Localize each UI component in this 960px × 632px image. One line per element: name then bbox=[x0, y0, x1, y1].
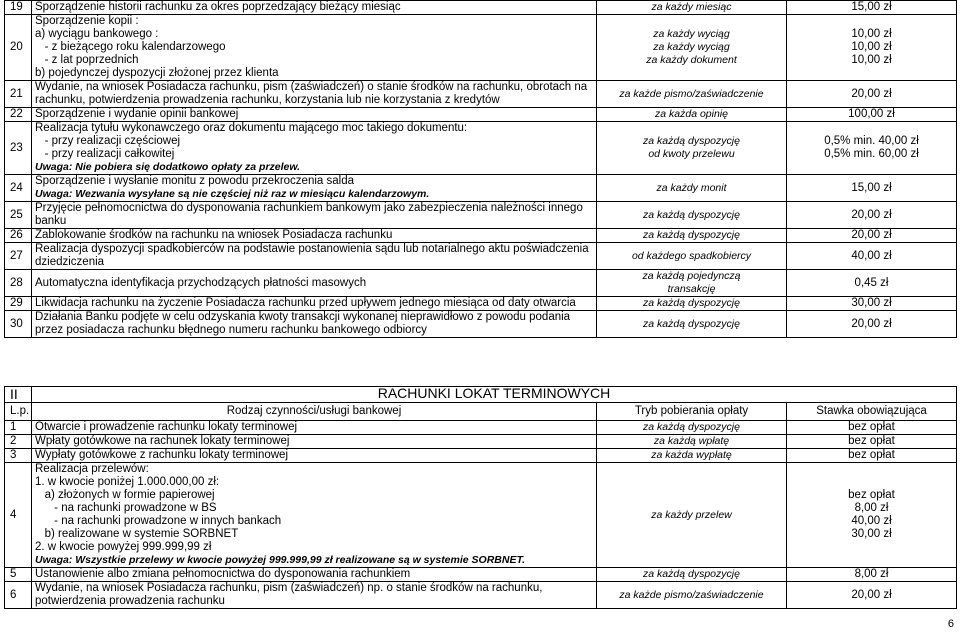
fee-amount-line: 40,00 zł bbox=[851, 249, 892, 262]
service-description bbox=[32, 582, 597, 609]
fee-mode bbox=[597, 449, 787, 463]
row-number: 21 bbox=[5, 81, 32, 108]
fee-mode bbox=[597, 1, 787, 15]
row-number: 23 bbox=[5, 122, 32, 175]
description-line: Przyjęcie pełnomocnictwa do dysponowania rachunkiem bankowym jako zabezpieczenia należności innego bbox=[35, 202, 583, 214]
row-number: 19 bbox=[5, 1, 32, 15]
description-line: Sporządzenie i wydanie opinii bankowej bbox=[35, 108, 239, 120]
note-text: Uwaga: Nie pobiera się dodatkowo opłaty za przelew. bbox=[35, 161, 301, 173]
fee-mode-line: za każdą dyspozycję bbox=[643, 208, 740, 221]
fee-amount-line: 30,00 zł bbox=[851, 297, 892, 309]
section-title bbox=[32, 387, 957, 403]
fee-mode-line: za każdy wyciąg bbox=[653, 28, 730, 40]
fee-mode-line: za każda opinię bbox=[655, 108, 728, 120]
fee-amount bbox=[787, 15, 957, 81]
fees-table-current-accounts bbox=[4, 0, 957, 338]
fee-amount bbox=[787, 568, 957, 582]
description-line: b) pojedynczej dyspozycji złożonej przez klienta bbox=[35, 67, 279, 79]
fee-mode-line: za każdą wpłatę bbox=[653, 435, 730, 447]
fee-amount-line: 10,00 zł bbox=[851, 28, 892, 40]
fee-mode-line: za każdy dokument bbox=[646, 54, 737, 66]
description-line: przez posiadacza rachunku błędnego numeru rachunku bankowego odbiorcy bbox=[35, 324, 427, 336]
fee-mode-line: transakcję bbox=[667, 283, 716, 295]
row-number: 29 bbox=[5, 297, 32, 311]
fee-amount bbox=[787, 202, 957, 229]
fee-amount-line: 10,00 zł bbox=[851, 41, 892, 53]
description-line: Realizacja przelewów: bbox=[35, 463, 149, 475]
fee-mode bbox=[597, 81, 787, 108]
table-row bbox=[5, 122, 957, 175]
service-description bbox=[32, 122, 597, 175]
section-title-text: RACHUNKI LOKAT TERMINOWYCH bbox=[377, 386, 611, 401]
description-line: Realizacja tytułu wykonawczego oraz dokumentu mającego moc takiego dokumentu: bbox=[35, 122, 468, 134]
row-number: 24 bbox=[5, 175, 32, 202]
service-description bbox=[32, 202, 597, 229]
fee-mode bbox=[597, 421, 787, 435]
fee-amount-line: 0,45 zł bbox=[854, 276, 889, 289]
fee-amount-line: 0,5% min. 40,00 zł bbox=[824, 135, 919, 147]
fee-amount bbox=[787, 270, 957, 297]
fee-mode bbox=[597, 435, 787, 449]
row-number: 4 bbox=[5, 463, 32, 568]
table-row bbox=[5, 81, 957, 108]
description-line: - na rachunki prowadzone w BS bbox=[35, 502, 217, 514]
description-line: Wydanie, na wniosek Posiadacza rachunku, pism (zaświadczeń) np. o stanie środków na rachunku, bbox=[35, 582, 543, 594]
fee-amount-line: 15,00 zł bbox=[851, 181, 892, 194]
service-description bbox=[32, 311, 597, 338]
description-line: - z bieżącego roku kalendarzowego bbox=[35, 41, 226, 53]
table-row bbox=[5, 449, 957, 463]
fee-amount-line: 8,00 zł bbox=[854, 502, 889, 514]
header-price: Stawka obowiązująca bbox=[787, 403, 957, 421]
table-row bbox=[5, 582, 957, 609]
description-line: a) złożonych w formie papierowej bbox=[35, 489, 215, 501]
row-number: 25 bbox=[5, 202, 32, 229]
service-description bbox=[32, 243, 597, 270]
fee-amount bbox=[787, 243, 957, 270]
fee-mode bbox=[597, 582, 787, 609]
service-description bbox=[32, 463, 597, 568]
fee-mode bbox=[597, 311, 787, 338]
fee-amount bbox=[787, 122, 957, 175]
service-description bbox=[32, 81, 597, 108]
service-description bbox=[32, 297, 597, 311]
fee-amount-line: bez opłat bbox=[848, 489, 895, 501]
fee-amount-line: 20,00 zł bbox=[851, 208, 892, 221]
description-line: Likwidacja rachunku na życzenie Posiadacza rachunku przed upływem jednego miesiąca od daty otwarcia bbox=[35, 297, 576, 309]
header-mode: Tryb pobierania opłaty bbox=[597, 403, 787, 421]
row-number: 1 bbox=[5, 421, 32, 435]
table-row bbox=[5, 175, 957, 202]
service-description bbox=[32, 270, 597, 297]
fee-mode bbox=[597, 229, 787, 243]
table-row bbox=[5, 311, 957, 338]
description-line: Wypłaty gotówkowe z rachunku lokaty terminowej bbox=[35, 449, 289, 461]
fee-amount bbox=[787, 297, 957, 311]
header-desc: Rodzaj czynności/usługi bankowej bbox=[32, 403, 597, 421]
fee-mode-line: za każdą dyspozycję bbox=[643, 135, 740, 147]
row-number: 2 bbox=[5, 435, 32, 449]
fee-mode bbox=[597, 243, 787, 270]
fee-amount bbox=[787, 449, 957, 463]
fee-mode bbox=[597, 108, 787, 122]
row-number: 3 bbox=[5, 449, 32, 463]
row-number: 28 bbox=[5, 270, 32, 297]
note-text: Uwaga: Wezwania wysyłane są nie częściej niż raz w miesiącu kalendarzowym. bbox=[35, 188, 430, 200]
fee-mode-line: za każde pismo/zaświadczenie bbox=[619, 588, 764, 601]
fee-mode-line: za każdą dyspozycję bbox=[643, 421, 740, 433]
fee-amount-line: 0,5% min. 60,00 zł bbox=[824, 148, 919, 160]
fee-mode bbox=[597, 270, 787, 297]
description-line: Otwarcie i prowadzenie rachunku lokaty terminowej bbox=[35, 421, 298, 433]
fee-mode-line: za każdy miesiąc bbox=[651, 1, 732, 13]
fee-mode bbox=[597, 463, 787, 568]
fee-amount-line: 20,00 zł bbox=[851, 87, 892, 100]
service-description bbox=[32, 568, 597, 582]
fee-mode-line: za każde pismo/zaświadczenie bbox=[619, 87, 764, 100]
fee-mode bbox=[597, 297, 787, 311]
description-line: Sporządzenie kopii : bbox=[35, 15, 139, 27]
fee-mode-line: od każdego spadkobiercy bbox=[631, 249, 752, 262]
fee-amount bbox=[787, 582, 957, 609]
fee-mode bbox=[597, 202, 787, 229]
description-line: Wydanie, na wniosek Posiadacza rachunku, pism (zaświadczeń) o stanie środków na rachunku, obrotach na bbox=[35, 81, 588, 93]
service-description bbox=[32, 15, 597, 81]
table-row bbox=[5, 270, 957, 297]
fee-amount-line: 100,00 zł bbox=[848, 108, 895, 120]
section-number: II bbox=[5, 387, 32, 403]
description-line: Realizacja dyspozycji spadkobierców na podstawie postanowienia sądu lub notarialnego aktu poświadczenia bbox=[35, 243, 589, 255]
fee-amount-line: bez opłat bbox=[848, 421, 895, 433]
fee-mode-line: za każdy monit bbox=[656, 181, 727, 194]
fee-amount bbox=[787, 311, 957, 338]
fee-amount-line: 8,00 zł bbox=[854, 568, 889, 580]
description-line: Wpłaty gotówkowe na rachunek lokaty terminowej bbox=[35, 435, 290, 447]
fee-mode-line: za każdą dyspozycję bbox=[643, 297, 740, 309]
service-description bbox=[32, 435, 597, 449]
fee-mode-line: od kwoty przelewu bbox=[648, 148, 735, 160]
fee-amount bbox=[787, 81, 957, 108]
table-row bbox=[5, 202, 957, 229]
row-number: 20 bbox=[5, 15, 32, 81]
row-number: 22 bbox=[5, 108, 32, 122]
fee-amount bbox=[787, 229, 957, 243]
row-number: 30 bbox=[5, 311, 32, 338]
fee-amount-line: bez opłat bbox=[848, 435, 895, 447]
fee-mode-line: za każda wypłatę bbox=[651, 449, 732, 461]
service-description bbox=[32, 421, 597, 435]
note-text: Uwaga: Wszystkie przelewy w kwocie powyżej 999.999,99 zł realizowane są w systemie SORBNET. bbox=[35, 554, 526, 566]
row-number: 5 bbox=[5, 568, 32, 582]
table-row bbox=[5, 297, 957, 311]
row-number: 26 bbox=[5, 229, 32, 243]
header-lp: L.p. bbox=[5, 403, 32, 421]
description-line: Sporządzenie i wysłanie monitu z powodu przekroczenia salda bbox=[35, 175, 354, 187]
fee-amount-line: 10,00 zł bbox=[851, 54, 892, 66]
fee-mode bbox=[597, 568, 787, 582]
fee-amount-line: 20,00 zł bbox=[851, 229, 892, 241]
table-row bbox=[5, 568, 957, 582]
fee-amount bbox=[787, 463, 957, 568]
fee-amount bbox=[787, 108, 957, 122]
description-line: b) realizowane w systemie SORBNET bbox=[35, 528, 239, 540]
description-line: Ustanowienie albo zmiana pełnomocnictwa do dysponowania rachunkiem bbox=[35, 568, 411, 580]
fee-amount-line: 15,00 zł bbox=[851, 1, 892, 13]
fee-mode-line: za każdy przelew bbox=[651, 508, 732, 521]
service-description bbox=[32, 229, 597, 243]
fee-amount-line: 20,00 zł bbox=[851, 317, 892, 330]
fee-amount-line: bez opłat bbox=[848, 449, 895, 461]
table-row bbox=[5, 243, 957, 270]
description-line: - przy realizacji całkowitej bbox=[35, 148, 175, 160]
table-row bbox=[5, 108, 957, 122]
fee-mode-line: za każdą dyspozycję bbox=[643, 317, 740, 330]
table-row bbox=[5, 421, 957, 435]
table-row bbox=[5, 463, 957, 568]
table-row bbox=[5, 229, 957, 243]
fee-amount bbox=[787, 175, 957, 202]
fee-mode bbox=[597, 15, 787, 81]
description-line: Sporządzenie historii rachunku za okres poprzedzający bieżący miesiąc bbox=[35, 1, 401, 13]
table-row bbox=[5, 15, 957, 81]
fee-amount bbox=[787, 1, 957, 15]
fee-mode-line: za każdą pojedynczą bbox=[642, 270, 741, 282]
fee-amount-line: 40,00 zł bbox=[851, 515, 892, 527]
description-line: rachunku, potwierdzenia prowadzenia rachunku, korzystania lub nie korzystania z kredytów bbox=[35, 94, 500, 106]
fee-mode-line: za każdy wyciąg bbox=[653, 41, 730, 53]
fee-mode bbox=[597, 122, 787, 175]
description-line: 2. w kwocie powyżej 999.999,99 zł bbox=[35, 541, 212, 553]
fee-amount-line: 30,00 zł bbox=[851, 528, 892, 540]
service-description bbox=[32, 108, 597, 122]
description-line: - przy realizacji częściowej bbox=[35, 135, 181, 147]
description-line: Automatyczna identyfikacja przychodzących płatności masowych bbox=[35, 276, 367, 289]
fee-mode-line: za każdą dyspozycję bbox=[643, 229, 740, 241]
fee-amount bbox=[787, 421, 957, 435]
fee-amount-line: 20,00 zł bbox=[851, 588, 892, 601]
description-line: dziedziczenia bbox=[35, 256, 105, 268]
service-description bbox=[32, 1, 597, 15]
fee-amount bbox=[787, 435, 957, 449]
description-line: Zablokowanie środków na rachunku na wniosek Posiadacza rachunku bbox=[35, 229, 393, 241]
description-line: 1. w kwocie poniżej 1.000.000,00 zł: bbox=[35, 476, 220, 488]
description-line: - z lat poprzednich bbox=[35, 54, 139, 66]
description-line: banku bbox=[35, 215, 67, 227]
description-line: - na rachunki prowadzone w innych bankach bbox=[35, 515, 282, 527]
service-description bbox=[32, 449, 597, 463]
page-number: 6 bbox=[947, 618, 954, 630]
fee-mode bbox=[597, 175, 787, 202]
row-number: 27 bbox=[5, 243, 32, 270]
service-description bbox=[32, 175, 597, 202]
description-line: potwierdzenia prowadzenia rachunku bbox=[35, 595, 225, 607]
row-number: 6 bbox=[5, 582, 32, 609]
fees-table-term-deposits bbox=[4, 386, 957, 609]
fee-mode-line: za każdą dyspozycję bbox=[643, 568, 740, 580]
description-line: Działania Banku podjęte w celu odzyskania kwoty transakcji wykonanej nieprawidłowo z powodu podania bbox=[35, 311, 571, 323]
description-line: a) wyciągu bankowego : bbox=[35, 28, 159, 40]
table-row bbox=[5, 1, 957, 15]
table-row bbox=[5, 435, 957, 449]
